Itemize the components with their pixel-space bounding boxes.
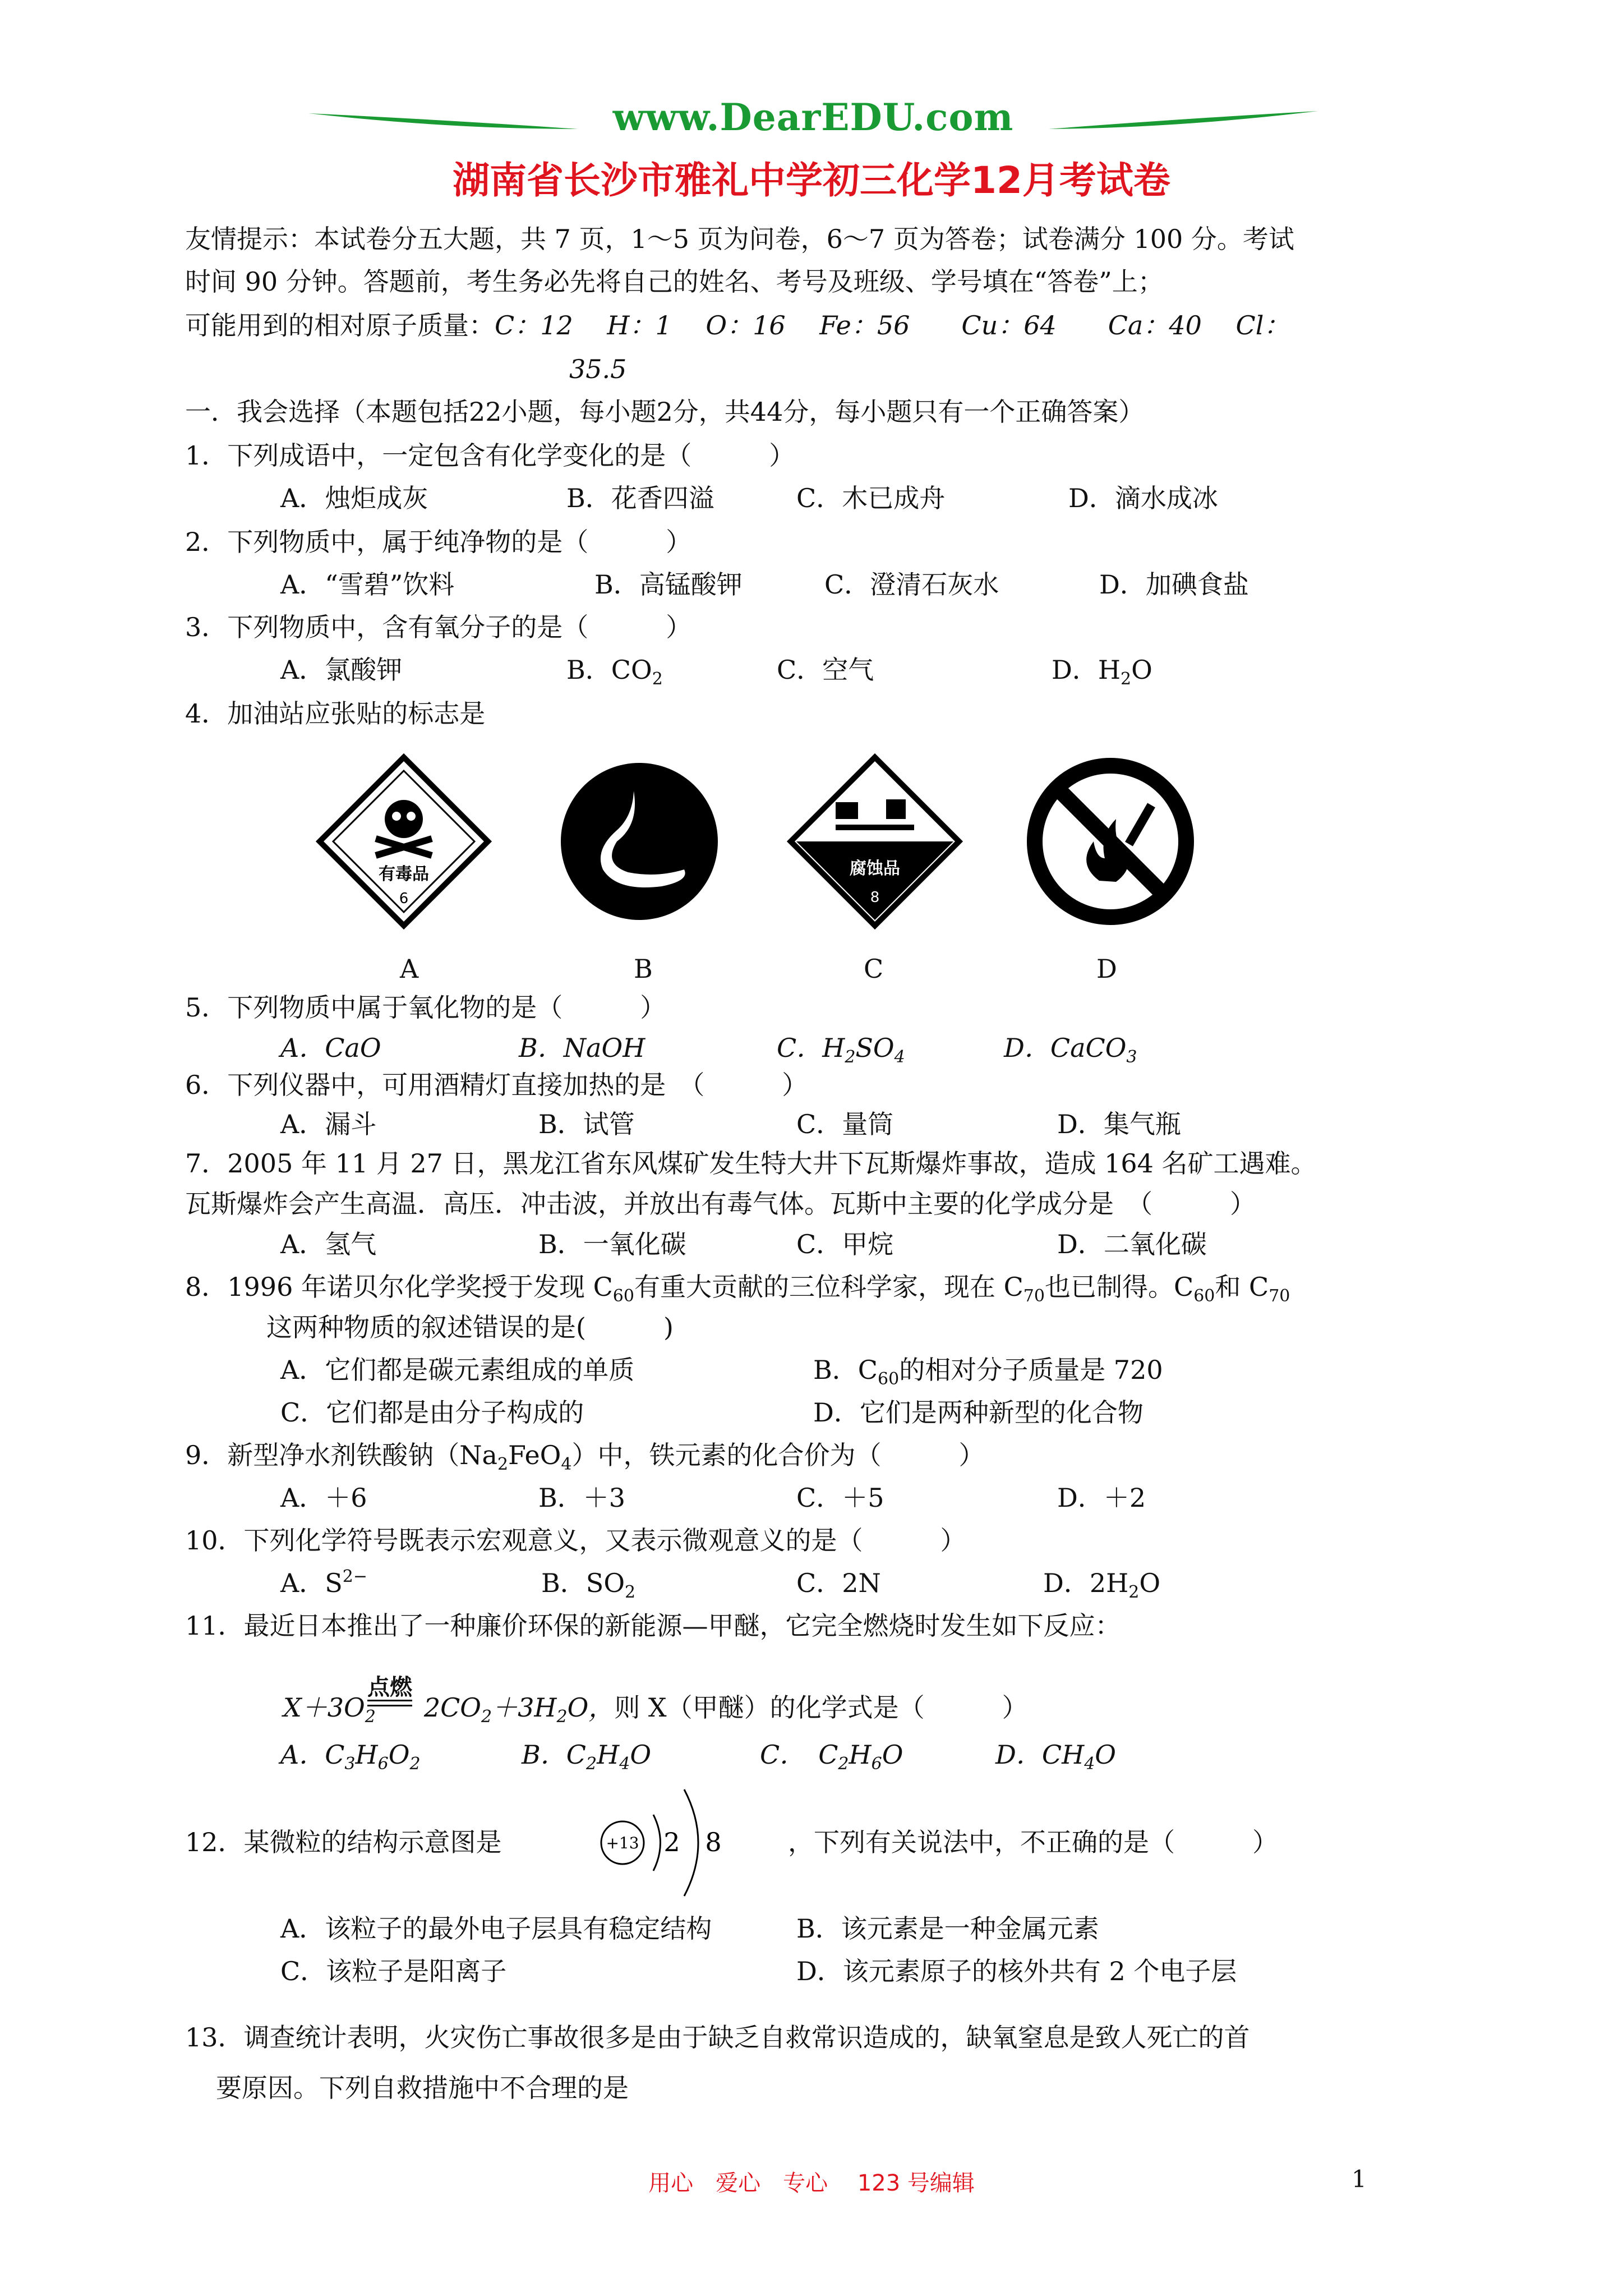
reaction-condition: 点燃: [367, 1674, 412, 1700]
page-title: 湖南省长沙市雅礼中学初三化学12月考试卷: [453, 159, 1170, 202]
question-stem: 8．1996 年诺贝尔化学奖授于发现 $C_{60}$有重大贡献的三位科学家，现在 $C_{70}$也已制得。$C_{60}$和 $C_{70}$: [185, 1272, 1290, 1306]
no-fire-sign-icon: [1021, 752, 1200, 931]
option: D．＋2: [1057, 1483, 1146, 1513]
option: D．$H_2O$: [1052, 655, 1152, 689]
atom-structure-diagram: [589, 1761, 757, 1930]
question-stem: 1．下列成语中，一定包含有化学变化的是（ ）: [185, 440, 795, 471]
question-stem: 11．最近日本推出了一种廉价环保的新能源—甲醚，它完全燃烧时发生如下反应：: [185, 1611, 1121, 1641]
option: D．集气瓶: [1057, 1109, 1181, 1139]
option: C．它们都是由分子构成的: [280, 1397, 584, 1428]
toxic-sign-icon: [314, 752, 494, 931]
shell-2-electrons: 8: [705, 1827, 722, 1857]
question-stem: ，下列有关说法中，不正确的是（ ）: [788, 1827, 1278, 1857]
option: C．空气: [777, 655, 874, 685]
option: A．＋6: [280, 1483, 367, 1513]
sign-a-label: 有毒品: [379, 864, 429, 884]
option: D．该元素原子的核外共有 2 个电子层: [796, 1956, 1237, 1986]
intro-line: 友情提示：本试卷分五大题，共 7 页，1～5 页为问卷，6～7 页为答卷；试卷满分 100 分。考试: [185, 224, 1294, 254]
intro-line: 35.5: [569, 354, 627, 384]
option: B．$C_{60}$的相对分子质量是 720: [813, 1355, 1163, 1389]
nucleus-charge: +13: [606, 1834, 639, 1852]
option: B．＋3: [538, 1483, 626, 1513]
option: A．CaO: [280, 1033, 381, 1063]
option: C．量筒: [796, 1109, 894, 1139]
option: C．$H_2SO_4$: [777, 1033, 905, 1067]
question-stem: 7．2005 年 11 月 27 日，黑龙江省东风煤矿发生特大井下瓦斯爆炸事故，造成 164 名矿工遇难。: [185, 1148, 1317, 1179]
section-heading: 一．我会选择（本题包括22小题，每小题2分，共44分，每小题只有一个正确答案）: [185, 397, 1145, 427]
sign-letter: A: [400, 954, 419, 984]
option: D．它们是两种新型的化合物: [813, 1397, 1144, 1428]
sign-a-class: 6: [399, 890, 409, 907]
question-stem: 9．新型净水剂铁酸钠$(Na_2FeO_4)$中，铁元素的化合价为（ ）: [185, 1440, 985, 1474]
option: B．$SO_2$: [541, 1568, 636, 1602]
corrosive-sign-icon: [785, 752, 965, 931]
site-banner: [308, 95, 1318, 157]
sign-letter: D: [1096, 954, 1117, 984]
question-stem: 4．加油站应张贴的标志是: [185, 698, 486, 729]
page-number: 1: [1352, 2165, 1367, 2193]
question-stem: 要原因。下列自救措施中不合理的是: [216, 2073, 629, 2103]
option: B．NaOH: [519, 1033, 645, 1063]
question-stem: 12．某微粒的结构示意图是: [185, 1827, 502, 1857]
option: B．高锰酸钾: [594, 569, 743, 600]
option: B．$C_2H_4O$: [522, 1740, 652, 1774]
question-stem: 2．下列物质中，属于纯净物的是（ ）: [185, 527, 692, 557]
option: C．该粒子是阳离子: [280, 1956, 507, 1986]
page-footer: 用心 爱心 专心 123 号编辑: [648, 2170, 975, 2196]
option: D．CaCO$_3$: [1004, 1033, 1137, 1067]
option: A．它们都是碳元素组成的单质: [280, 1355, 635, 1385]
sign-c-label: 腐蚀品: [850, 859, 900, 878]
question-stem: 6．下列仪器中，可用酒精灯直接加热的是 （ ）: [185, 1070, 808, 1100]
option: B．一氧化碳: [538, 1229, 686, 1259]
option: C．木已成舟: [796, 483, 946, 513]
option: D．二氧化碳: [1057, 1229, 1207, 1259]
option: B．花香四溢: [566, 483, 714, 513]
option: D．加碘食盐: [1099, 569, 1249, 600]
hazard-signs: [314, 752, 1368, 954]
equation: $X+3O_2$ $2CO_2+3H_2O$，则 X（甲醚）的化学式是（ ）: [283, 1692, 1028, 1727]
question-stem: 3．下列物质中，含有氧分子的是（ ）: [185, 612, 692, 642]
sign-letter: B: [634, 954, 653, 984]
option: B．试管: [538, 1109, 635, 1139]
sign-c-class: 8: [870, 889, 880, 906]
intro-line: 时间 90 分钟。答题前，考生务必先将自己的姓名、考号及班级、学号填在“答卷”上；: [185, 266, 1164, 297]
option: C．甲烷: [796, 1229, 894, 1259]
option: A．$S^{2-}$: [280, 1567, 367, 1598]
question-stem: 5．下列物质中属于氧化物的是（ ）: [185, 992, 666, 1023]
option: A．氯酸钾: [280, 655, 403, 685]
shell-1-electrons: 2: [663, 1827, 680, 1857]
question-stem: 10．下列化学符号既表示宏观意义，又表示微观意义的是（ ）: [185, 1525, 966, 1556]
site-name: www.DearEDU.com: [612, 95, 1014, 139]
water-sign-icon: [550, 752, 729, 931]
option: D．$2H_2O$: [1043, 1568, 1161, 1602]
option: A．烛炬成灰: [280, 483, 428, 513]
option: A．漏斗: [280, 1109, 377, 1139]
option: A．氢气: [280, 1229, 377, 1259]
option: C． $C_2H_6O$: [760, 1740, 903, 1774]
option: A．“雪碧”饮料: [280, 569, 455, 600]
option: C．2N: [796, 1568, 881, 1598]
option: D．$CH_4O$: [995, 1740, 1117, 1774]
question-stem: 这两种物质的叙述错误的是( ): [266, 1312, 674, 1342]
option: B．$CO_2$: [566, 655, 663, 689]
intro-line: 可能用到的相对原子质量：C：12 H：1 O：16 Fe：56 Cu：64 Ca：40 Cl：: [185, 310, 1290, 341]
sign-letter: C: [864, 954, 884, 984]
question-stem: 13．调查统计表明，火灾伤亡事故很多是由于缺乏自救常识造成的，缺氧窒息是致人死亡的首: [185, 2022, 1250, 2053]
option: C．澄清石灰水: [824, 569, 999, 600]
question-stem: 瓦斯爆炸会产生高温．高压．冲击波，并放出有毒气体。瓦斯中主要的化学成分是 （ ）: [185, 1189, 1256, 1219]
option: D．滴水成冰: [1068, 483, 1218, 513]
option: C．＋5: [796, 1483, 884, 1513]
option: A．$C_3H_6O_2$: [280, 1740, 421, 1774]
option: B．该元素是一种金属元素: [796, 1913, 1099, 1944]
option: A．该粒子的最外电子层具有稳定结构: [280, 1913, 712, 1944]
